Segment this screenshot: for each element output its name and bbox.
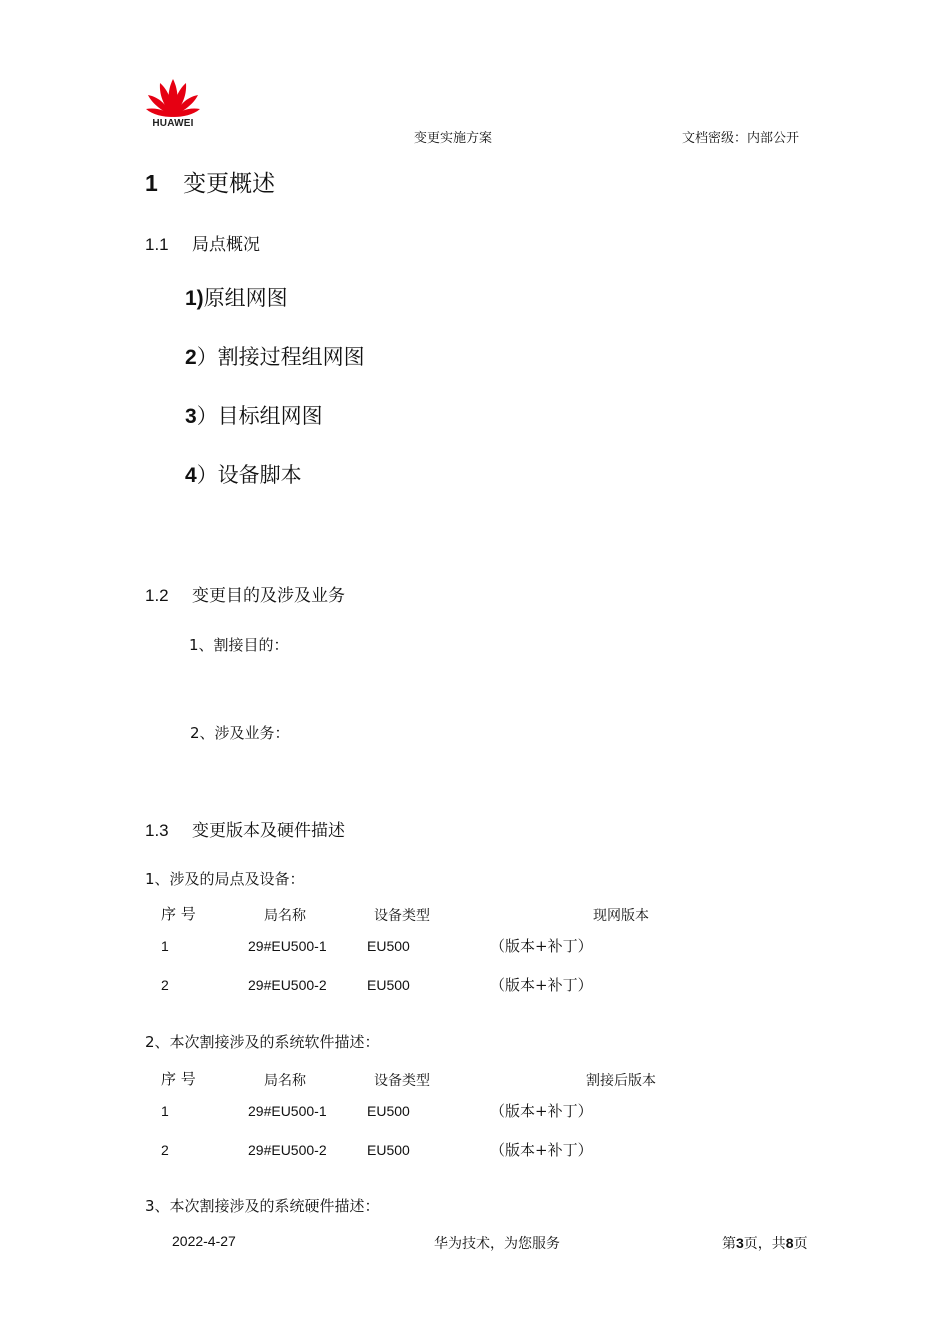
section-1-2-heading [145, 581, 345, 606]
section-number: 1.2 [145, 586, 169, 605]
list-item-network-target: 3）目标组网图 [185, 404, 323, 428]
column-header-device-type: 设备类型 [374, 908, 430, 924]
section-title: 局点概况 [192, 235, 261, 255]
section-number: 1.1 [145, 235, 169, 254]
section-number: 1 [145, 170, 158, 196]
section-1-3-heading [145, 816, 345, 841]
list-item-network-original: 1)原组网图 [185, 286, 288, 310]
column-header-index: 序 号 [161, 905, 196, 923]
huawei-petal-icon [145, 73, 201, 119]
footer-date: 2022-4-27 [172, 1233, 236, 1249]
section-1-1-heading [145, 230, 260, 255]
column-header-device-type: 设备类型 [374, 1073, 430, 1089]
subsection-sites-devices: 1、涉及的局点及设备： [145, 870, 305, 888]
footer-slogan: 华为技术，为您服务 [434, 1236, 560, 1252]
document-title: 变更实施方案 [414, 131, 493, 146]
section-title: 变更目的及涉及业务 [192, 586, 346, 606]
column-header-site: 局名称 [264, 908, 306, 924]
section-number: 1.3 [145, 821, 169, 840]
subsection-hardware: 3、本次割接涉及的系统硬件描述： [145, 1197, 380, 1215]
business-involved-label: 2、涉及业务： [190, 724, 290, 742]
huawei-logo [145, 73, 201, 129]
subsection-software: 2、本次割接涉及的系统软件描述： [145, 1033, 380, 1051]
list-item-device-script: 4）设备脚本 [185, 463, 302, 487]
section-title: 变更概述 [183, 171, 276, 197]
column-header-index: 序 号 [161, 1070, 196, 1088]
column-header-target-version: 割接后版本 [586, 1073, 656, 1089]
section-1-heading [145, 165, 275, 198]
cutover-purpose-label: 1、割接目的： [189, 636, 289, 654]
list-item-network-transition: 2）割接过程组网图 [185, 345, 365, 369]
column-header-version: 现网版本 [593, 908, 649, 924]
footer-page-number: 第3页，共8页 [722, 1235, 808, 1252]
logo-wordmark: HUAWEI [152, 118, 194, 129]
column-header-site: 局名称 [264, 1073, 306, 1089]
section-title: 变更版本及硬件描述 [192, 821, 346, 841]
document-classification: 文档密级：内部公开 [682, 131, 800, 146]
